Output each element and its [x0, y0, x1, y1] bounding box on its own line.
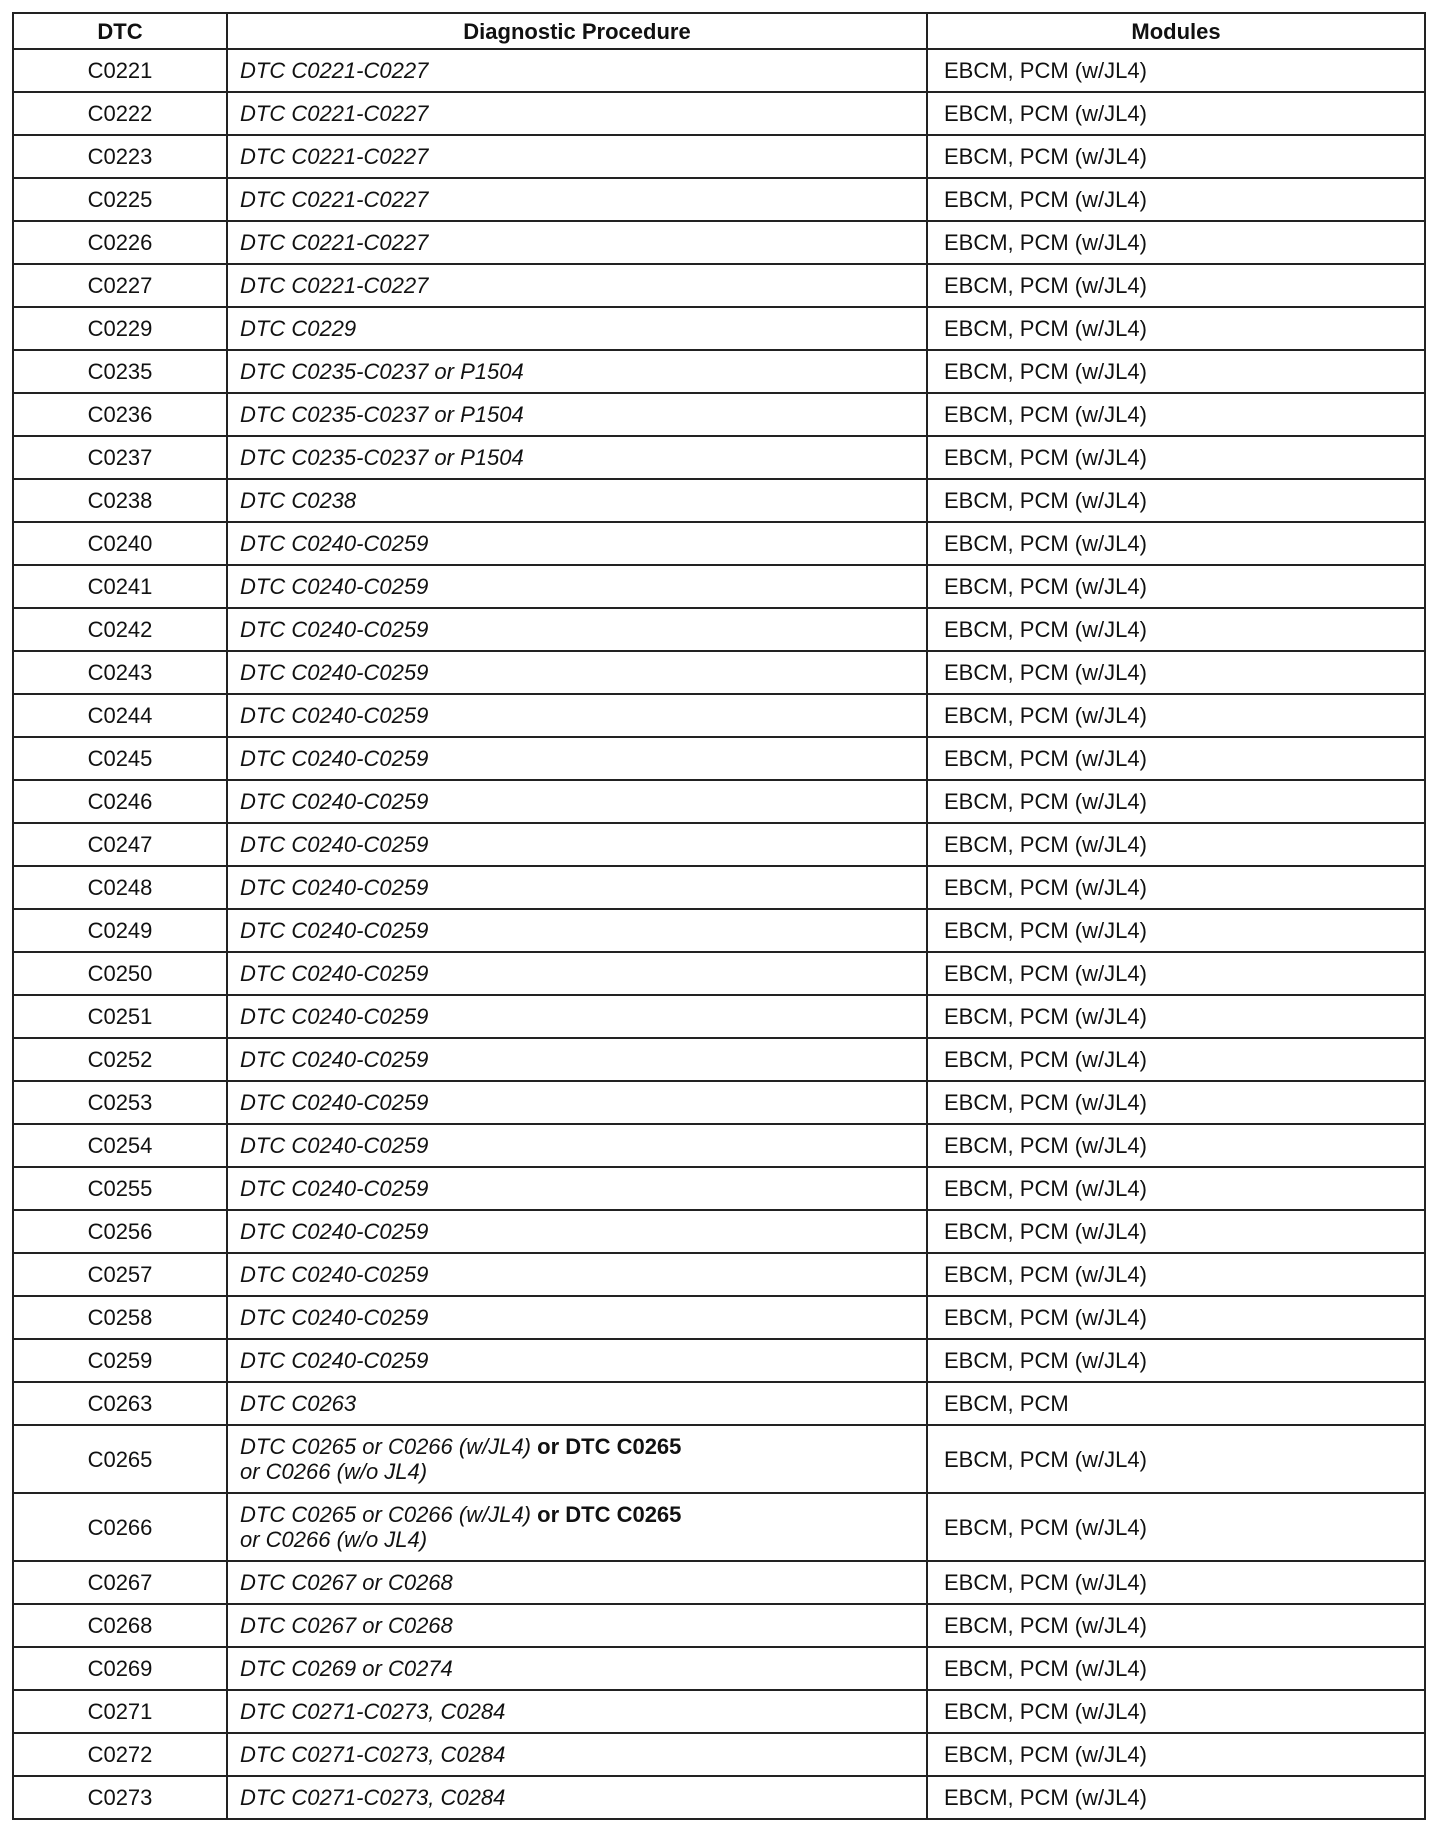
modules-cell: EBCM, PCM (w/JL4): [927, 1561, 1425, 1604]
dtc-code-cell: C0273: [13, 1776, 227, 1819]
table-row: [13, 92, 1425, 135]
modules-cell: EBCM, PCM (w/JL4): [927, 49, 1425, 92]
modules-cell: EBCM, PCM (w/JL4): [927, 1776, 1425, 1819]
diagnostic-procedure-cell: DTC C0271-C0273, C0284: [227, 1690, 927, 1733]
procedure-part-3: or C0266 (w/o JL4): [240, 1459, 428, 1484]
table-row: [13, 1493, 1425, 1561]
diagnostic-procedure-cell: DTC C0240-C0259: [227, 651, 927, 694]
table-row: [13, 350, 1425, 393]
modules-cell: EBCM, PCM (w/JL4): [927, 995, 1425, 1038]
procedure-multiline-text: [240, 1434, 760, 1484]
modules-cell: EBCM, PCM (w/JL4): [927, 1339, 1425, 1382]
modules-cell: EBCM, PCM (w/JL4): [927, 780, 1425, 823]
dtc-code-cell: C0254: [13, 1124, 227, 1167]
modules-cell: EBCM, PCM (w/JL4): [927, 522, 1425, 565]
diagnostic-procedure-cell: DTC C0240-C0259: [227, 737, 927, 780]
dtc-code-cell: C0244: [13, 694, 227, 737]
dtc-code-cell: C0267: [13, 1561, 227, 1604]
dtc-code-cell: C0251: [13, 995, 227, 1038]
table-row: [13, 1604, 1425, 1647]
diagnostic-procedure-cell: DTC C0240-C0259: [227, 522, 927, 565]
diagnostic-procedure-cell: DTC C0229: [227, 307, 927, 350]
modules-cell: EBCM, PCM (w/JL4): [927, 737, 1425, 780]
dtc-code-cell: C0250: [13, 952, 227, 995]
procedure-or-connector: or: [531, 1502, 566, 1527]
modules-cell: EBCM, PCM (w/JL4): [927, 1493, 1425, 1561]
modules-cell: EBCM, PCM (w/JL4): [927, 565, 1425, 608]
procedure-or-connector: or: [531, 1434, 566, 1459]
diagnostic-procedure-cell: DTC C0267 or C0268: [227, 1561, 927, 1604]
diagnostic-procedure-cell: DTC C0240-C0259: [227, 1339, 927, 1382]
table-row: [13, 1776, 1425, 1819]
modules-cell: EBCM, PCM (w/JL4): [927, 866, 1425, 909]
table-row: [13, 909, 1425, 952]
diagnostic-procedure-cell: [227, 1425, 927, 1493]
dtc-code-cell: C0246: [13, 780, 227, 823]
diagnostic-procedure-cell: DTC C0221-C0227: [227, 221, 927, 264]
dtc-code-cell: C0258: [13, 1296, 227, 1339]
dtc-code-cell: C0255: [13, 1167, 227, 1210]
diagnostic-procedure-cell: DTC C0240-C0259: [227, 1167, 927, 1210]
diagnostic-procedure-cell: DTC C0240-C0259: [227, 780, 927, 823]
dtc-code-cell: C0249: [13, 909, 227, 952]
diagnostic-procedure-cell: DTC C0240-C0259: [227, 1081, 927, 1124]
table-row: [13, 608, 1425, 651]
modules-cell: EBCM, PCM (w/JL4): [927, 1733, 1425, 1776]
table-row: [13, 565, 1425, 608]
diagnostic-procedure-cell: DTC C0271-C0273, C0284: [227, 1776, 927, 1819]
diagnostic-procedure-cell: DTC C0267 or C0268: [227, 1604, 927, 1647]
table-row: [13, 737, 1425, 780]
header-row: [13, 13, 1425, 49]
table-row: [13, 1647, 1425, 1690]
table-row: [13, 1296, 1425, 1339]
header-diagnostic-procedure: Diagnostic Procedure: [227, 13, 927, 49]
dtc-code-cell: C0229: [13, 307, 227, 350]
table-row: [13, 522, 1425, 565]
diagnostic-procedure-cell: DTC C0221-C0227: [227, 92, 927, 135]
table-header: [13, 13, 1425, 49]
diagnostic-procedure-cell: DTC C0240-C0259: [227, 565, 927, 608]
modules-cell: EBCM, PCM (w/JL4): [927, 479, 1425, 522]
dtc-code-cell: C0227: [13, 264, 227, 307]
table-row: [13, 1124, 1425, 1167]
diagnostic-procedure-cell: DTC C0235-C0237 or P1504: [227, 393, 927, 436]
diagnostic-procedure-cell: DTC C0263: [227, 1382, 927, 1425]
modules-cell: EBCM, PCM (w/JL4): [927, 92, 1425, 135]
diagnostic-procedure-cell: DTC C0238: [227, 479, 927, 522]
modules-cell: EBCM, PCM (w/JL4): [927, 1253, 1425, 1296]
diagnostic-procedure-cell: DTC C0240-C0259: [227, 823, 927, 866]
procedure-part-2: DTC C0265: [565, 1434, 682, 1459]
table-row: [13, 135, 1425, 178]
dtc-code-cell: C0221: [13, 49, 227, 92]
header-dtc: DTC: [13, 13, 227, 49]
table-row: [13, 1253, 1425, 1296]
dtc-code-cell: C0242: [13, 608, 227, 651]
procedure-part-1: DTC C0265 or C0266 (w/JL4): [240, 1502, 532, 1527]
table-row: [13, 952, 1425, 995]
table-row: [13, 1561, 1425, 1604]
dtc-code-cell: C0248: [13, 866, 227, 909]
diagnostic-procedure-cell: DTC C0240-C0259: [227, 694, 927, 737]
dtc-code-cell: C0238: [13, 479, 227, 522]
dtc-code-cell: C0241: [13, 565, 227, 608]
table-row: [13, 1733, 1425, 1776]
modules-cell: EBCM, PCM (w/JL4): [927, 393, 1425, 436]
modules-cell: EBCM, PCM (w/JL4): [927, 1167, 1425, 1210]
table-row: [13, 1081, 1425, 1124]
dtc-code-cell: C0259: [13, 1339, 227, 1382]
dtc-code-cell: C0247: [13, 823, 227, 866]
dtc-code-cell: C0263: [13, 1382, 227, 1425]
modules-cell: EBCM, PCM (w/JL4): [927, 952, 1425, 995]
modules-cell: EBCM, PCM (w/JL4): [927, 694, 1425, 737]
modules-cell: EBCM, PCM (w/JL4): [927, 135, 1425, 178]
procedure-part-3: or C0266 (w/o JL4): [240, 1527, 428, 1552]
dtc-code-cell: C0272: [13, 1733, 227, 1776]
table-row: [13, 1167, 1425, 1210]
diagnostic-procedure-cell: DTC C0240-C0259: [227, 608, 927, 651]
table-row: [13, 221, 1425, 264]
modules-cell: EBCM, PCM (w/JL4): [927, 1124, 1425, 1167]
modules-cell: EBCM, PCM (w/JL4): [927, 1081, 1425, 1124]
header-modules: Modules: [927, 13, 1425, 49]
diagnostic-procedure-cell: DTC C0240-C0259: [227, 1253, 927, 1296]
table-row: [13, 393, 1425, 436]
table-row: [13, 49, 1425, 92]
modules-cell: EBCM, PCM (w/JL4): [927, 608, 1425, 651]
modules-cell: EBCM, PCM (w/JL4): [927, 651, 1425, 694]
dtc-code-cell: C0271: [13, 1690, 227, 1733]
dtc-code-cell: C0235: [13, 350, 227, 393]
modules-cell: EBCM, PCM (w/JL4): [927, 1647, 1425, 1690]
table-row: [13, 436, 1425, 479]
dtc-code-cell: C0245: [13, 737, 227, 780]
dtc-code-cell: C0256: [13, 1210, 227, 1253]
table-row: [13, 651, 1425, 694]
modules-cell: EBCM, PCM (w/JL4): [927, 1210, 1425, 1253]
modules-cell: EBCM, PCM (w/JL4): [927, 823, 1425, 866]
dtc-code-cell: C0236: [13, 393, 227, 436]
modules-cell: EBCM, PCM (w/JL4): [927, 1296, 1425, 1339]
diagnostic-procedure-cell: DTC C0235-C0237 or P1504: [227, 436, 927, 479]
diagnostic-procedure-cell: [227, 1493, 927, 1561]
table-row: [13, 1690, 1425, 1733]
dtc-code-cell: C0253: [13, 1081, 227, 1124]
dtc-code-cell: C0226: [13, 221, 227, 264]
table-row: [13, 1382, 1425, 1425]
table-body: [13, 49, 1425, 1819]
modules-cell: EBCM, PCM (w/JL4): [927, 1604, 1425, 1647]
dtc-code-cell: C0225: [13, 178, 227, 221]
dtc-code-cell: C0223: [13, 135, 227, 178]
procedure-part-1: DTC C0265 or C0266 (w/JL4): [240, 1434, 532, 1459]
modules-cell: EBCM, PCM (w/JL4): [927, 221, 1425, 264]
modules-cell: EBCM, PCM: [927, 1382, 1425, 1425]
modules-cell: EBCM, PCM (w/JL4): [927, 1690, 1425, 1733]
table-row: [13, 1210, 1425, 1253]
diagnostic-procedure-cell: DTC C0240-C0259: [227, 1124, 927, 1167]
modules-cell: EBCM, PCM (w/JL4): [927, 436, 1425, 479]
table-row: [13, 1038, 1425, 1081]
table-row: [13, 178, 1425, 221]
table-row: [13, 866, 1425, 909]
diagnostic-procedure-cell: DTC C0221-C0227: [227, 264, 927, 307]
diagnostic-procedure-cell: DTC C0240-C0259: [227, 995, 927, 1038]
dtc-code-cell: C0252: [13, 1038, 227, 1081]
dtc-code-cell: C0237: [13, 436, 227, 479]
modules-cell: EBCM, PCM (w/JL4): [927, 1425, 1425, 1493]
diagnostic-procedure-cell: DTC C0271-C0273, C0284: [227, 1733, 927, 1776]
modules-cell: EBCM, PCM (w/JL4): [927, 350, 1425, 393]
diagnostic-procedure-cell: DTC C0240-C0259: [227, 866, 927, 909]
table-row: [13, 479, 1425, 522]
diagnostic-procedure-cell: DTC C0235-C0237 or P1504: [227, 350, 927, 393]
dtc-code-cell: C0240: [13, 522, 227, 565]
table-row: [13, 995, 1425, 1038]
dtc-code-cell: C0265: [13, 1425, 227, 1493]
modules-cell: EBCM, PCM (w/JL4): [927, 307, 1425, 350]
dtc-code-cell: C0268: [13, 1604, 227, 1647]
modules-cell: EBCM, PCM (w/JL4): [927, 178, 1425, 221]
dtc-code-cell: C0269: [13, 1647, 227, 1690]
table-row: [13, 307, 1425, 350]
diagnostic-procedure-cell: DTC C0240-C0259: [227, 909, 927, 952]
modules-cell: EBCM, PCM (w/JL4): [927, 909, 1425, 952]
modules-cell: EBCM, PCM (w/JL4): [927, 1038, 1425, 1081]
table-row: [13, 694, 1425, 737]
table-row: [13, 780, 1425, 823]
dtc-code-cell: C0266: [13, 1493, 227, 1561]
diagnostic-procedure-cell: DTC C0221-C0227: [227, 135, 927, 178]
dtc-table: [12, 12, 1426, 1820]
modules-cell: EBCM, PCM (w/JL4): [927, 264, 1425, 307]
diagnostic-procedure-cell: DTC C0240-C0259: [227, 952, 927, 995]
dtc-code-cell: C0222: [13, 92, 227, 135]
table-row: [13, 823, 1425, 866]
procedure-part-2: DTC C0265: [565, 1502, 682, 1527]
diagnostic-procedure-cell: DTC C0240-C0259: [227, 1296, 927, 1339]
diagnostic-procedure-cell: DTC C0221-C0227: [227, 49, 927, 92]
table-row: [13, 1339, 1425, 1382]
diagnostic-procedure-cell: DTC C0240-C0259: [227, 1038, 927, 1081]
diagnostic-procedure-cell: DTC C0240-C0259: [227, 1210, 927, 1253]
table-row: [13, 264, 1425, 307]
dtc-code-cell: C0243: [13, 651, 227, 694]
procedure-multiline-text: [240, 1502, 760, 1552]
dtc-code-cell: C0257: [13, 1253, 227, 1296]
table-row: [13, 1425, 1425, 1493]
diagnostic-procedure-cell: DTC C0221-C0227: [227, 178, 927, 221]
diagnostic-procedure-cell: DTC C0269 or C0274: [227, 1647, 927, 1690]
